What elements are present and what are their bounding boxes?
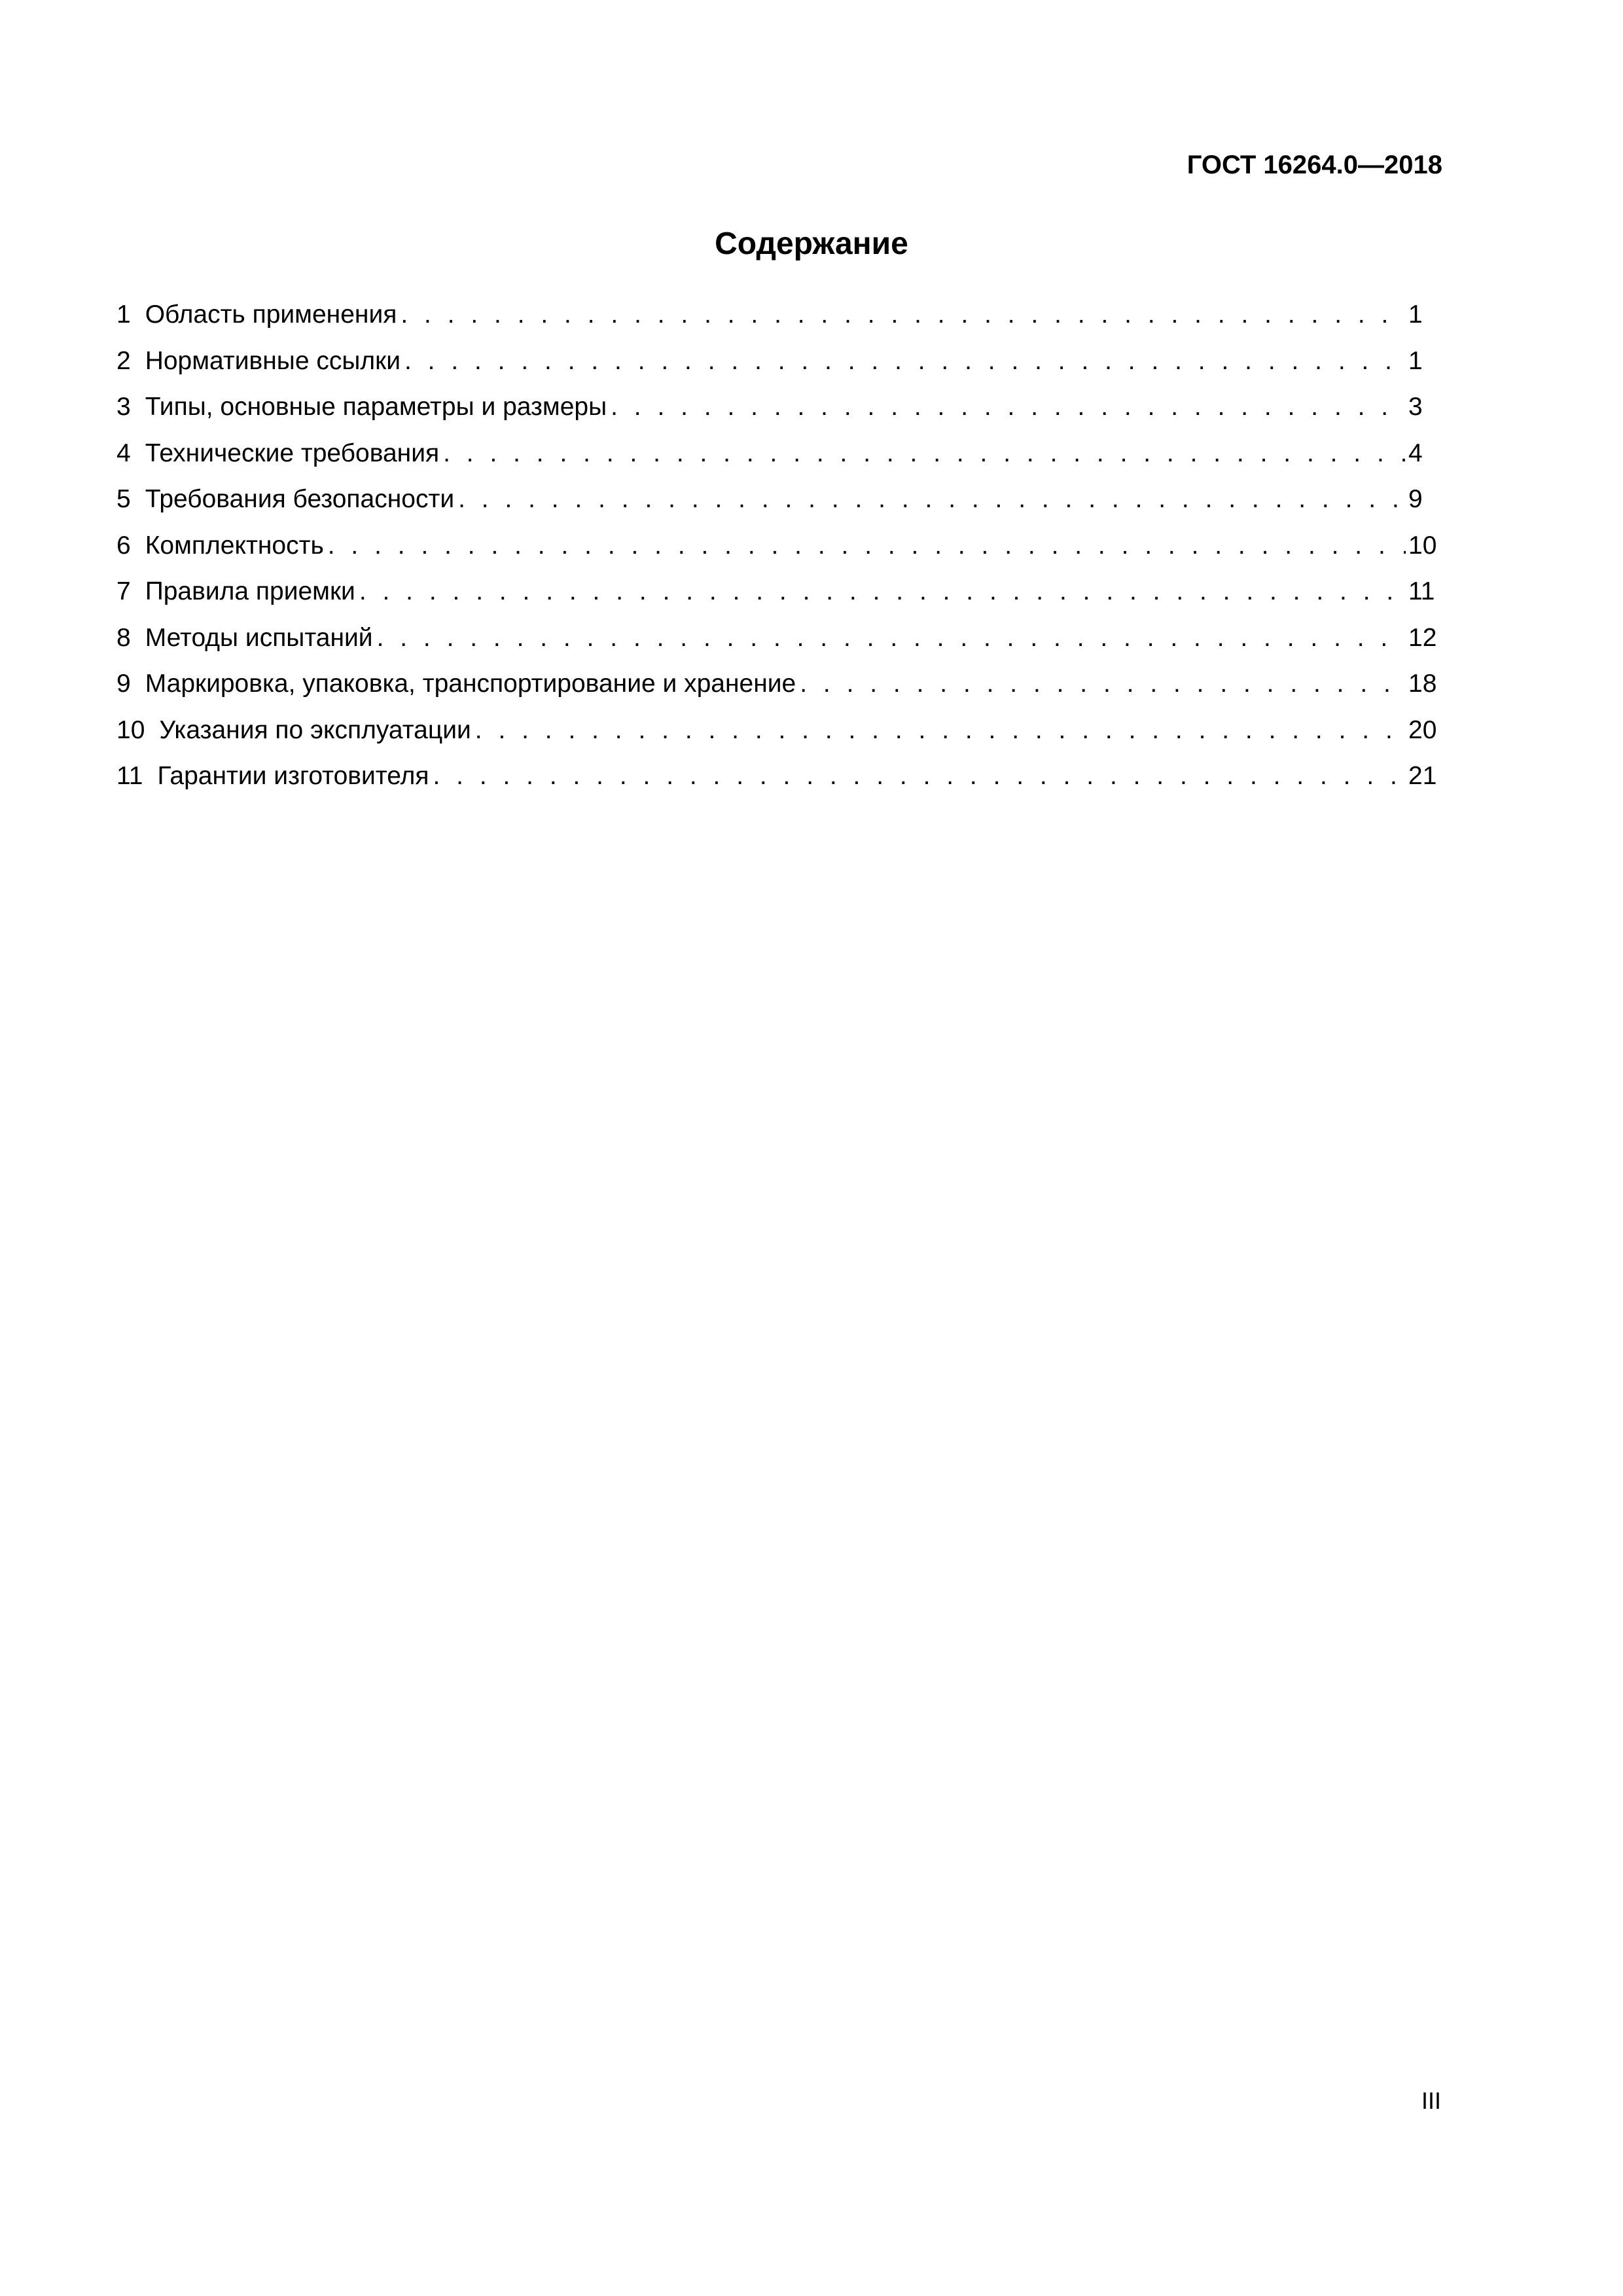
toc-item-number: 8 <box>116 623 131 652</box>
toc-item-title: Область применения <box>145 300 397 329</box>
toc-item-title: Нормативные ссылки <box>145 346 401 375</box>
toc-item-number: 3 <box>116 393 131 421</box>
toc-dot-leader <box>458 484 1406 514</box>
toc-item-number: 5 <box>116 485 131 513</box>
toc-dot-leader <box>433 761 1406 791</box>
toc-item-page: 4 <box>1408 439 1423 467</box>
toc-item[interactable] <box>116 623 1440 670</box>
toc-item-title: Правила приемки <box>145 577 355 605</box>
toc-item-page: 10 <box>1408 531 1437 560</box>
toc-item[interactable] <box>116 439 1440 485</box>
toc-item-title: Требования безопасности <box>145 485 455 513</box>
toc-item-page: 21 <box>1408 762 1437 790</box>
standard-code: ГОСТ 16264.0—2018 <box>1186 151 1442 179</box>
toc-item[interactable] <box>116 577 1440 623</box>
toc-item[interactable] <box>116 715 1440 762</box>
toc-item-page: 1 <box>1408 300 1423 329</box>
toc-item-page: 3 <box>1408 393 1423 421</box>
toc-title: Содержание <box>715 226 908 261</box>
toc-item-title: Типы, основные параметры и размеры <box>145 393 607 421</box>
table-of-contents <box>116 300 1440 808</box>
toc-item[interactable] <box>116 531 1440 577</box>
toc-item[interactable] <box>116 484 1440 531</box>
page-number: III <box>1421 2087 1441 2114</box>
toc-item[interactable] <box>116 392 1440 439</box>
toc-dot-leader <box>611 392 1406 422</box>
toc-dot-leader <box>475 715 1406 745</box>
toc-item-number: 11 <box>116 762 143 790</box>
toc-dot-leader <box>404 346 1406 376</box>
toc-item-page: 18 <box>1408 670 1437 698</box>
toc-dot-leader <box>377 623 1406 653</box>
toc-item-page: 11 <box>1408 577 1435 605</box>
toc-item[interactable] <box>116 669 1440 715</box>
toc-dot-leader <box>328 531 1406 561</box>
toc-item-number: 10 <box>116 715 145 744</box>
toc-item[interactable] <box>116 300 1440 346</box>
toc-item-number: 1 <box>116 300 131 329</box>
toc-item-title: Комплектность <box>145 531 324 560</box>
toc-item-title: Технические требования <box>145 439 440 467</box>
toc-item-page: 9 <box>1408 485 1423 513</box>
toc-item-page: 20 <box>1408 715 1437 744</box>
toc-item-page: 12 <box>1408 623 1437 652</box>
toc-item-number: 6 <box>116 531 131 560</box>
toc-item-number: 9 <box>116 670 131 698</box>
toc-dot-leader <box>401 300 1406 330</box>
toc-item-title: Методы испытаний <box>145 623 373 652</box>
toc-item-title: Указания по эксплуатации <box>159 715 471 744</box>
toc-item-number: 2 <box>116 346 131 375</box>
toc-dot-leader <box>800 669 1406 699</box>
toc-dot-leader <box>443 439 1406 469</box>
toc-item[interactable] <box>116 761 1440 808</box>
toc-item-title: Маркировка, упаковка, транспортирование и хранение <box>145 670 796 698</box>
toc-item-title: Гарантии изготовителя <box>157 762 429 790</box>
toc-item-page: 1 <box>1408 346 1423 375</box>
toc-dot-leader <box>359 577 1406 607</box>
toc-item-number: 4 <box>116 439 131 467</box>
toc-item-number: 7 <box>116 577 131 605</box>
toc-item[interactable] <box>116 346 1440 393</box>
